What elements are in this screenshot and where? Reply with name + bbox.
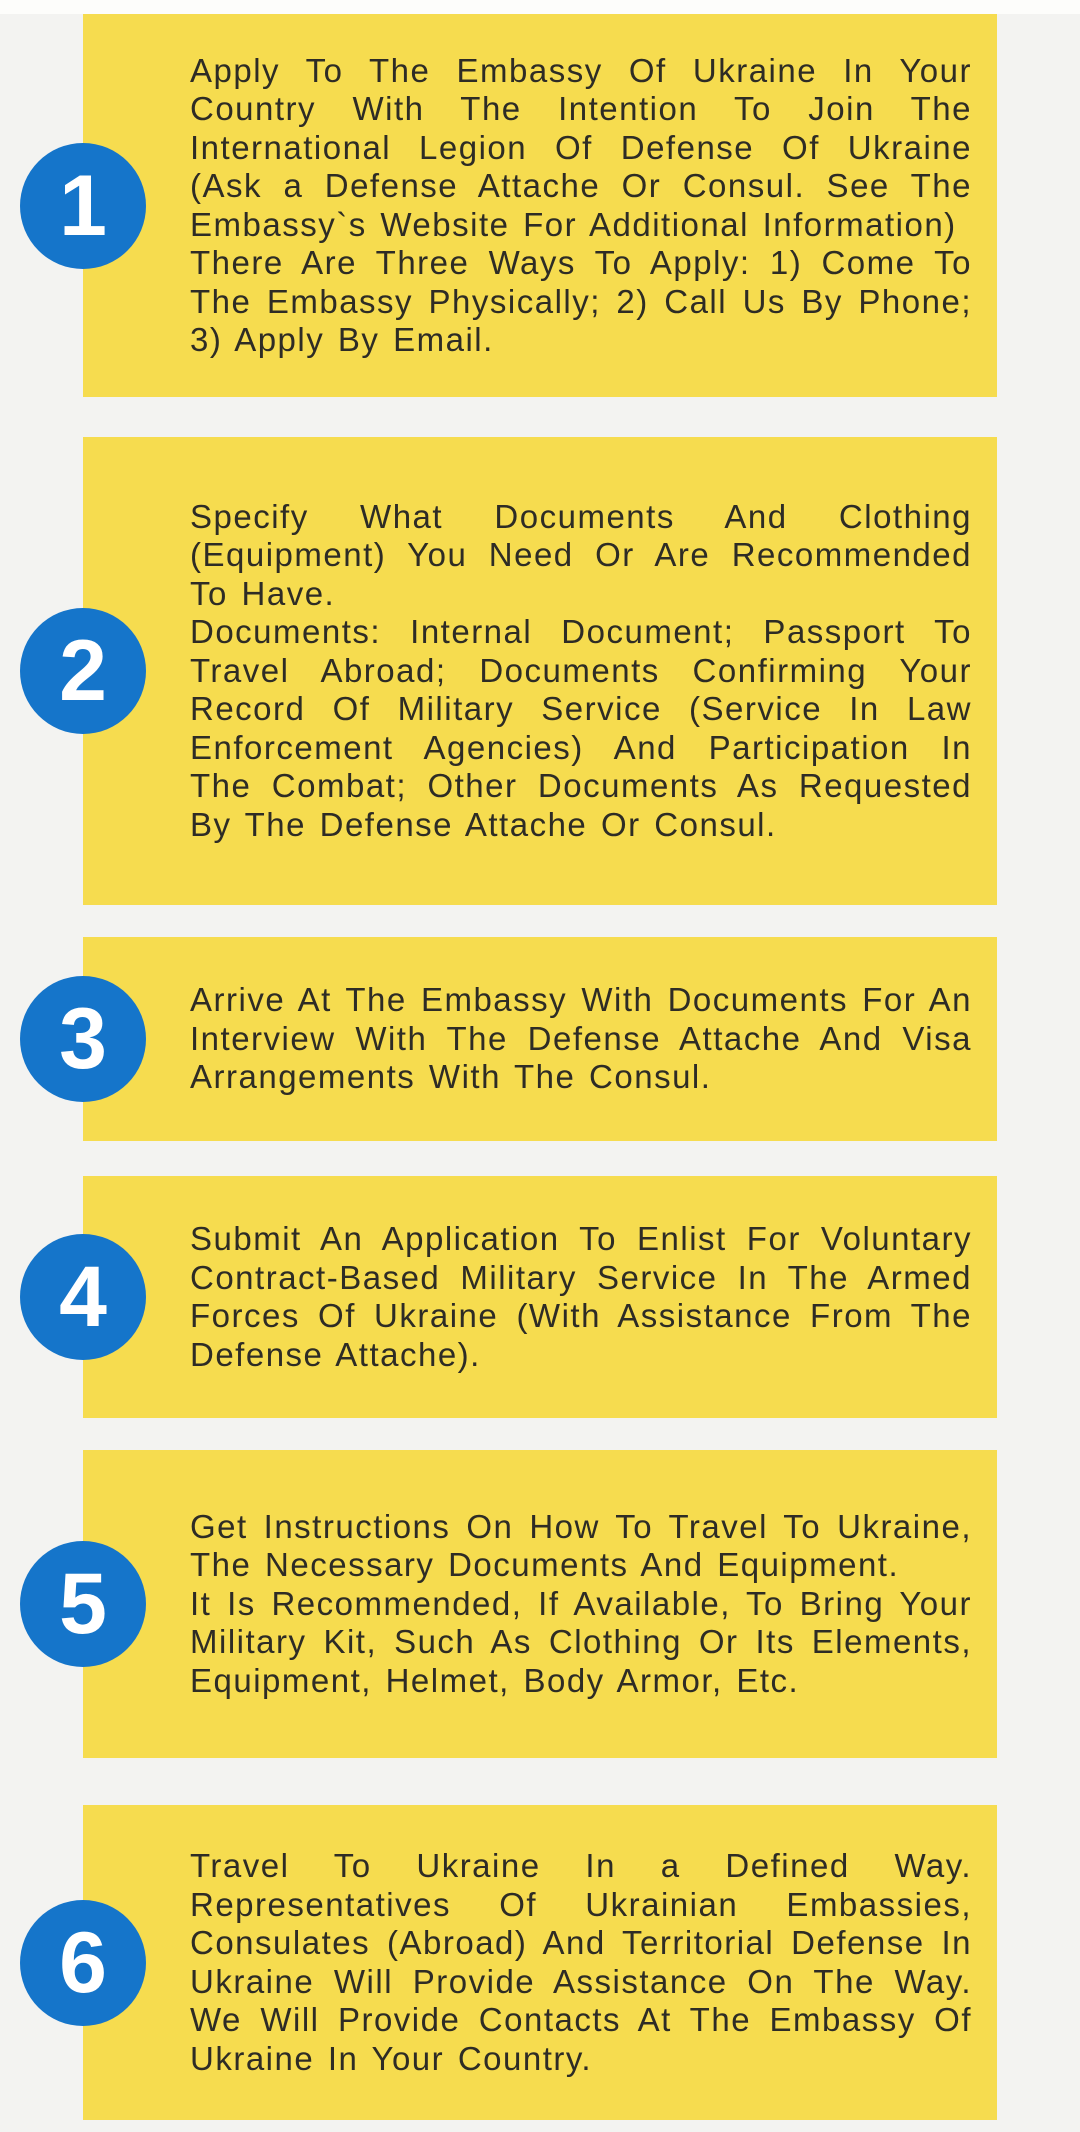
step-4-paragraph: Submit An Application To Enlist For Voluntary Contract-Based Military Service In The Armed Forces Of Ukraine (With Assistance From The Defense Attache). <box>190 1220 972 1373</box>
step-6-paragraph: Travel To Ukraine In a Defined Way. Representatives Of Ukrainian Embassies, Consulates (Abroad) And Territorial Defense In Ukraine Will Provide Assistance On The Way. We Will Provide Contacts At The Embassy Of Ukraine In Your Country. <box>190 1847 972 2077</box>
step-5-text-box <box>83 1450 997 1758</box>
steps-list <box>0 14 1080 2120</box>
step-6-number-badge <box>20 1900 146 2026</box>
step-3-number: 3 <box>59 991 107 1087</box>
step-5-number-badge <box>20 1541 146 1667</box>
step-2-number: 2 <box>59 623 107 719</box>
step-1-paragraph: Apply To The Embassy Of Ukraine In Your Country With The Intention To Join The International Legion Of Defense Of Ukraine (Ask a Defense Attache Or Consul. See The Embassy`s Website For Additional Information) <box>190 51 972 243</box>
top-strip <box>0 0 1080 14</box>
step-4-number-badge <box>20 1234 146 1360</box>
step-6 <box>0 1805 1080 2120</box>
step-3-text-box <box>83 937 997 1141</box>
step-2-text-box <box>83 437 997 905</box>
step-3 <box>0 937 1080 1141</box>
step-5-number: 5 <box>59 1556 107 1652</box>
step-5-paragraph: Get Instructions On How To Travel To Ukraine, The Necessary Documents And Equipment. <box>190 1507 972 1584</box>
step-1-number-badge <box>20 143 146 269</box>
step-4-text-box <box>83 1176 997 1418</box>
step-1-text-box <box>83 14 997 397</box>
step-5 <box>0 1450 1080 1758</box>
step-6-text-box <box>83 1805 997 2120</box>
step-3-paragraph: Arrive At The Embassy With Documents For An Interview With The Defense Attache And Visa Arrangements With The Consul. <box>190 981 972 1096</box>
step-1-number: 1 <box>59 157 107 254</box>
step-2-number-badge <box>20 608 146 734</box>
step-4-number: 4 <box>59 1249 107 1345</box>
step-2 <box>0 437 1080 905</box>
step-3-number-badge <box>20 976 146 1102</box>
step-1-paragraph: There Are Three Ways To Apply: 1) Come To The Embassy Physically; 2) Call Us By Phone; 3) Apply By Email. <box>190 244 972 358</box>
step-1 <box>0 14 1080 397</box>
step-2-paragraph: Documents: Internal Document; Passport To Travel Abroad; Documents Confirming Your Record Of Military Service (Service In Law Enforcement Agencies) And Participation In The Combat; Other Documents As Requested By The Defense Attache Or Consul. <box>190 613 972 843</box>
step-2-paragraph: Specify What Documents And Clothing (Equipment) You Need Or Are Recommended To Have. <box>190 497 972 612</box>
step-5-paragraph: It Is Recommended, If Available, To Bring Your Military Kit, Such As Clothing Or Its Elements, Equipment, Helmet, Body Armor, Etc. <box>190 1584 972 1699</box>
step-4 <box>0 1176 1080 1418</box>
step-6-number: 6 <box>59 1914 107 2011</box>
